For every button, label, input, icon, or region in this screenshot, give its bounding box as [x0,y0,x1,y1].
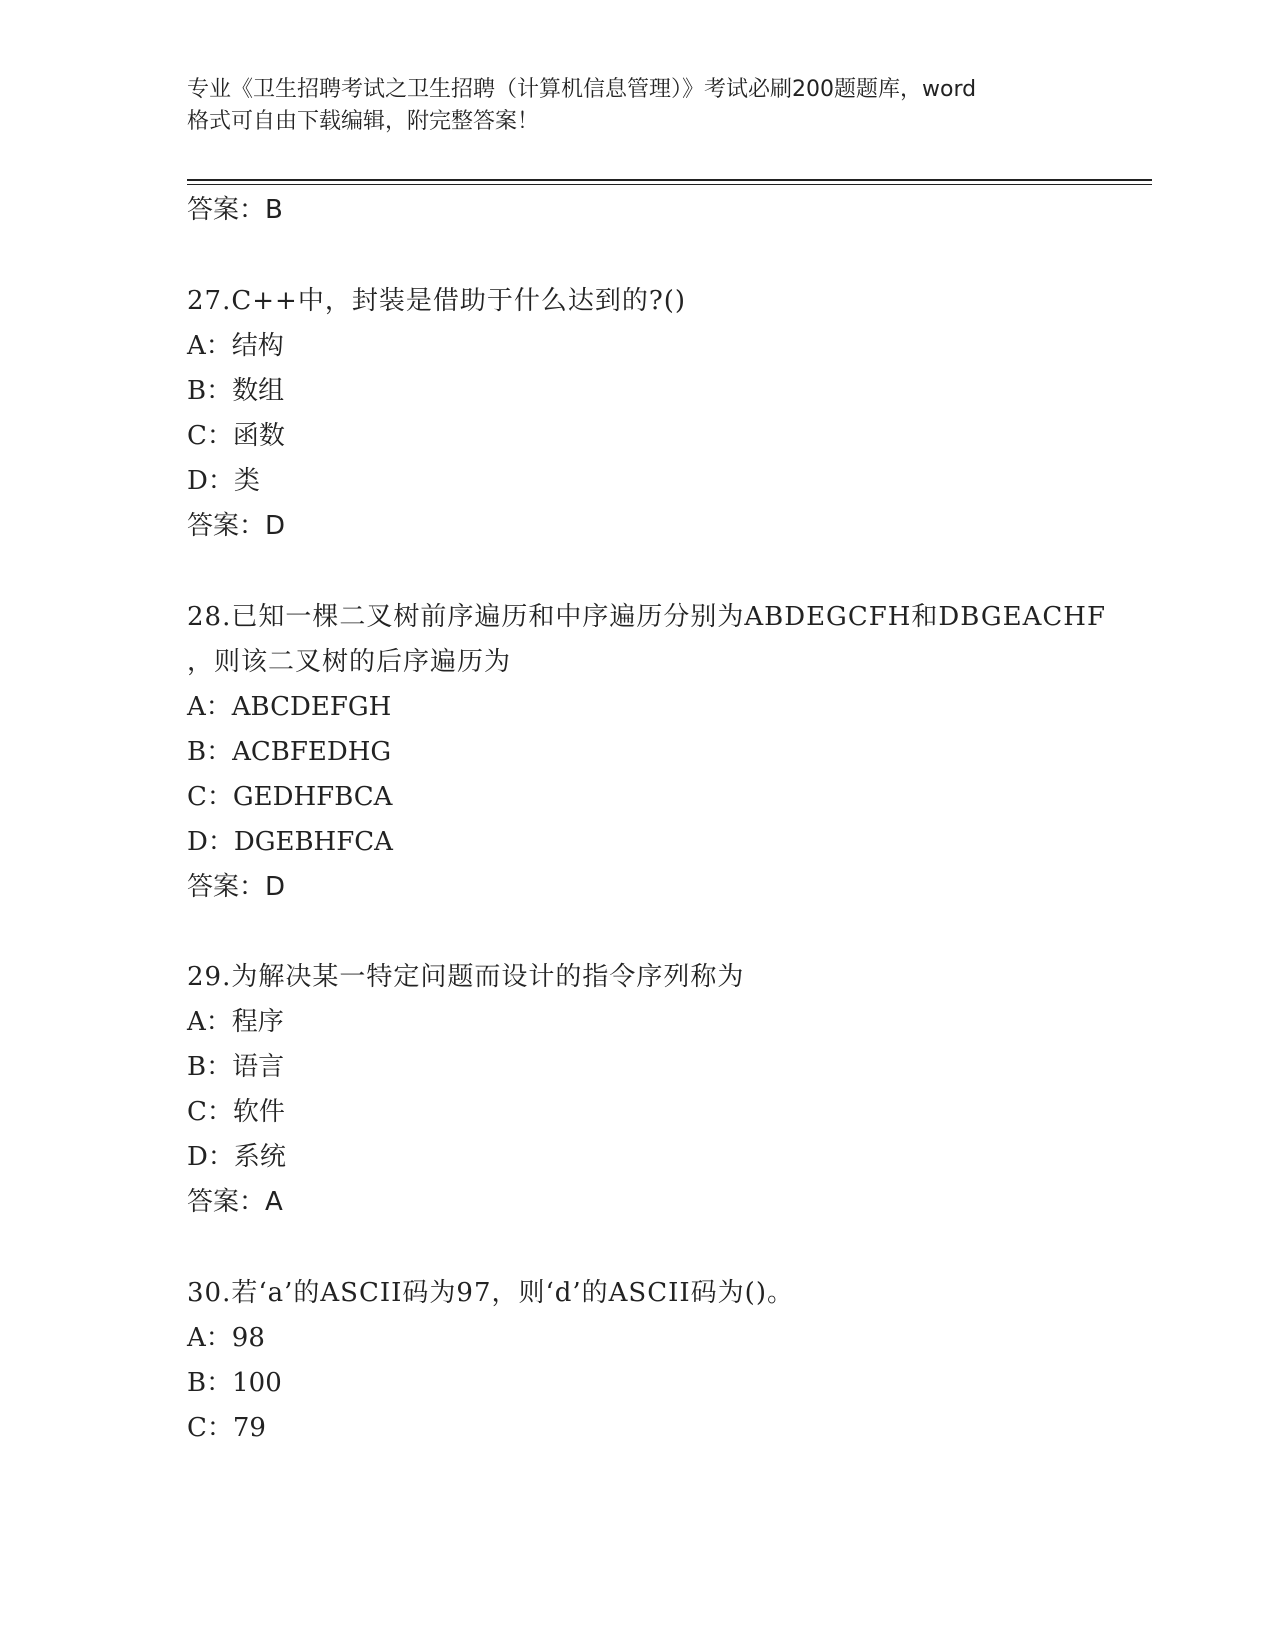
answer-26: 答案：B [187,195,283,225]
question-27-stem: 27.C++中，封装是借助于什么达到的?() [187,286,687,316]
question-30-stem: 30.若‘a’的ASCII码为97，则‘d’的ASCII码为()。 [187,1278,794,1308]
answer-28: 答案：D [187,872,286,902]
question-27-option-b: B：数组 [187,376,285,406]
question-29-option-c: C：软件 [187,1097,285,1127]
question-28-option-b: B：ACBFEDHG [187,737,392,767]
question-29-option-a: A：程序 [187,1007,284,1037]
question-27-option-c: C：函数 [187,421,285,451]
header-divider-thin [187,184,1152,185]
question-27-option-d: D：类 [187,466,260,496]
question-28-option-d: D：DGEBHFCA [187,827,393,857]
header-divider-thick [187,179,1152,181]
question-27-option-a: A：结构 [187,331,284,361]
question-29-stem: 29.为解决某一特定问题而设计的指令序列称为 [187,962,745,992]
header-line-1: 专业《卫生招聘考试之卫生招聘（计算机信息管理）》考试必刷200题题库，word [187,77,977,102]
document-header [187,74,1087,138]
question-29-option-d: D：系统 [187,1142,286,1172]
header-line-2: 格式可自由下载编辑，附完整答案！ [187,109,540,134]
question-28-option-c: C：GEDHFBCA [187,782,393,812]
question-30-option-c: C：79 [187,1413,266,1443]
question-30-option-a: A：98 [187,1323,265,1353]
question-28-stem-line-2: ，则该二叉树的后序遍历为 [187,647,512,677]
question-30-option-b: B：100 [187,1368,282,1398]
question-28-option-a: A：ABCDEFGH [187,692,392,722]
answer-29: 答案：A [187,1187,283,1217]
question-28-stem-line-1: 28.已知一棵二叉树前序遍历和中序遍历分别为ABDEGCFH和DBGEACHF [187,602,1107,632]
question-29-option-b: B：语言 [187,1052,285,1082]
answer-27: 答案：D [187,511,286,541]
